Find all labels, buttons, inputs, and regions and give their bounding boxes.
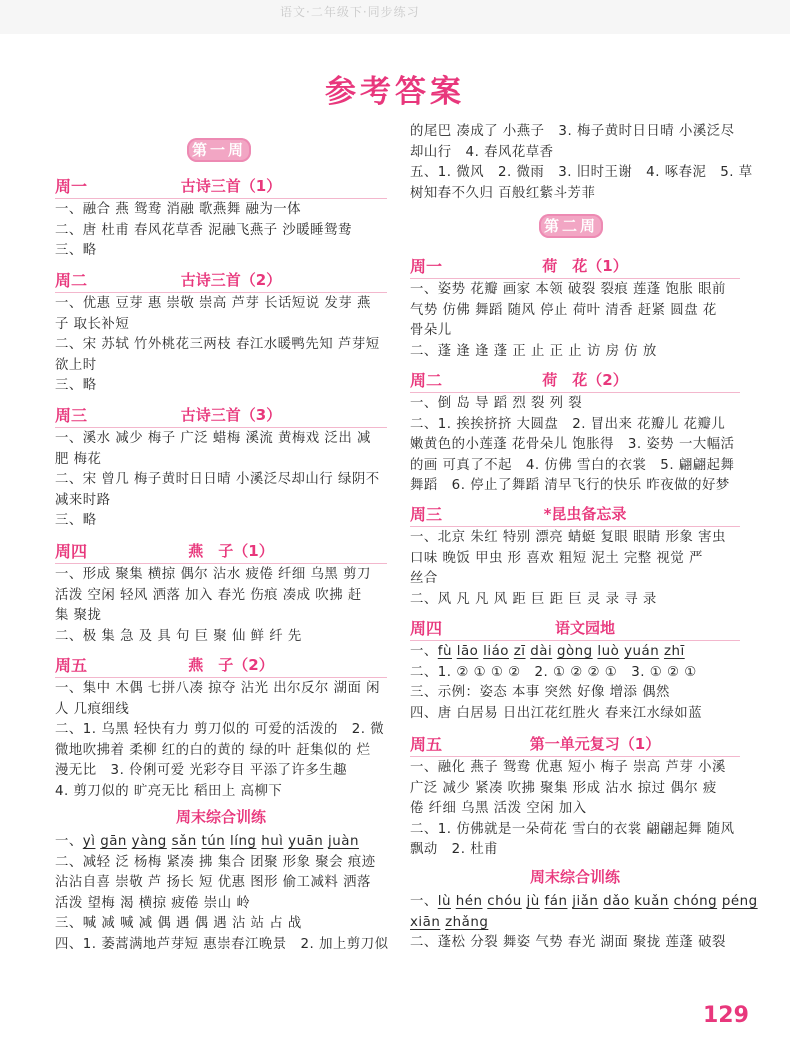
- section-day: 周二: [410, 370, 443, 390]
- section-title: *昆虫备忘录: [543, 504, 627, 523]
- answer-line: 二、宋 曾几 梅子黄时日日晴 小溪泛尽却山行 绿阴不: [55, 472, 380, 488]
- section-header: [410, 366, 740, 393]
- answer-line: 嫩黄色的小莲蓬 花骨朵儿 饱胀得 3. 姿势 一大幅活: [410, 437, 735, 453]
- pinyin: péng: [721, 894, 758, 909]
- answer-line: 一、姿势 花瓣 画家 本领 破裂 裂痕 莲蓬 饱胀 眼前: [410, 282, 726, 297]
- answer-line: 丝合: [410, 571, 438, 587]
- answer-line: 二、风 凡 凡 风 距 巨 距 巨 灵 录 寻 录: [410, 591, 657, 607]
- pinyin: zhǎng: [445, 914, 489, 930]
- answer-line: 二、宋 苏轼 竹外桃花三两枝 春江水暖鸭先知 芦芽短: [55, 337, 380, 353]
- answer-line: 的画 可真了不起 4. 仿佛 雪白的衣裳 5. 翩翩起舞: [410, 457, 735, 473]
- pinyin: lāo: [456, 644, 479, 659]
- section-title: 古诗三首（1）: [180, 176, 282, 195]
- answer-block: [55, 429, 387, 532]
- answer-block: [410, 758, 740, 861]
- answer-line: 气势 仿佛 舞蹈 随风 停止 荷叶 清香 赶紧 圆盘 花: [410, 302, 717, 318]
- answer-line: 三、略: [55, 378, 97, 394]
- answer-line: 二、1. 仿佛就是一朵荷花 雪白的衣裳 翩翩起舞 随风: [410, 821, 735, 837]
- pinyin-line: [410, 913, 740, 934]
- answer-line: 二、极 集 急 及 具 句 巨 聚 仙 鲜 纤 先: [55, 628, 302, 644]
- section-title: 古诗三首（2）: [180, 270, 282, 289]
- pinyin: xiān: [410, 914, 441, 930]
- answer-line: 一、优惠 豆芽 惠 崇敬 崇高 芦芽 长话短说 发芽 燕: [55, 296, 371, 311]
- answer-block: [410, 122, 753, 204]
- answer-block: [410, 642, 740, 724]
- answer-line: 人 几痕细线: [55, 701, 130, 717]
- pinyin: liáo: [483, 644, 509, 659]
- answer-line: 倦 纤细 乌黑 活泼 空闲 加入: [410, 801, 587, 817]
- week-one-badge: 第一周: [187, 138, 251, 162]
- answer-block: [410, 892, 758, 954]
- answer-line: 飘动 2. 杜甫: [410, 842, 498, 858]
- section-title: 燕 子（1）: [188, 541, 274, 560]
- answer-line: 二、蓬松 分裂 舞姿 气势 春光 湖面 聚拢 莲蓬 破裂: [410, 935, 726, 951]
- answer-line: 四、1. 萎蒿满地芦芽短 惠崇春江晚景 2. 加上剪刀似: [55, 936, 389, 952]
- section-header: [55, 266, 387, 293]
- answer-line: 4. 剪刀似的 旷亮无比 稻田上 高柳下: [55, 783, 283, 799]
- section-day: 周五: [55, 655, 88, 675]
- top-band: [0, 0, 790, 34]
- pinyin: tún: [201, 834, 226, 849]
- section-day: 周一: [410, 256, 443, 276]
- answer-block: [55, 565, 387, 647]
- pinyin-line: 一、yì gān yàng sǎn tún líng huì yuān juàn: [55, 834, 359, 849]
- section-header: [410, 614, 740, 641]
- answer-line: 一、形成 聚集 横掠 偶尔 沾水 疲倦 纤细 乌黑 剪刀: [55, 567, 371, 582]
- section-day: 周三: [55, 405, 88, 425]
- pinyin: luò: [597, 644, 620, 659]
- pinyin: chóng: [673, 894, 718, 909]
- section-header: [55, 651, 387, 678]
- pinyin: dài: [530, 644, 553, 659]
- answer-line: 肥 梅花: [55, 451, 102, 467]
- answer-block: [55, 200, 387, 262]
- section-header: [55, 537, 387, 564]
- section-title: 古诗三首（3）: [180, 405, 282, 424]
- section-day: 周一: [55, 176, 88, 196]
- answer-line: 子 取长补短: [55, 316, 130, 332]
- section-header: [410, 500, 740, 527]
- answer-line: 三、示例：姿态 本事 突然 好像 增添 偶然: [410, 685, 670, 701]
- answer-line: 二、1. ② ① ① ② 2. ① ② ② ① 3. ① ② ①: [410, 664, 697, 680]
- answer-line: 四、唐 白居易 日出江花红胜火 春来江水绿如蓝: [410, 705, 703, 721]
- answer-line: 微地吹拂着 柔柳 红的白的黄的 绿的叶 赶集似的 烂: [55, 742, 371, 758]
- answer-line: 一、北京 朱红 特别 漂亮 蜻蜓 复眼 眼睛 形象 害虫: [410, 530, 726, 545]
- section-day: 周二: [55, 270, 88, 290]
- answer-line: 一、集中 木偶 七拼八凑 掠夺 沾光 出尔反尔 湖面 闲: [55, 681, 380, 696]
- pinyin-line: 一、fù lāo liáo zī dài gòng luò yuán zhī: [410, 644, 685, 659]
- pinyin-line: 一、lù hén chóu jù fán jiǎn dǎo kuǎn chóng péng: [410, 894, 758, 909]
- section-header: [410, 252, 740, 279]
- section-title: 荷 花（1）: [542, 256, 628, 275]
- answer-line: 二、1. 乌黑 轻快有力 剪刀似的 可爱的活泼的 2. 微: [55, 722, 385, 738]
- pinyin: chóu: [487, 894, 522, 909]
- answer-line: 骨朵儿: [410, 323, 452, 339]
- answer-line: 树知春不久归 百般红紫斗芳菲: [410, 185, 596, 201]
- answer-line: 一、溪水 减少 梅子 广泛 蜡梅 溪流 黄梅戏 泛出 减: [55, 431, 371, 446]
- answer-line: 漫无比 3. 伶俐可爱 光彩夺目 平添了许多生趣: [55, 763, 347, 779]
- answer-block: [55, 832, 387, 956]
- section-title: 第一单元复习（1）: [529, 734, 661, 753]
- pinyin: hén: [455, 894, 483, 909]
- answer-line: 五、1. 微风 2. 微雨 3. 旧时王谢 4. 啄春泥 5. 草: [410, 165, 753, 181]
- weekend-title: 周末综合训练: [175, 808, 266, 826]
- section-header: [55, 172, 387, 199]
- section-day: 周四: [410, 618, 443, 638]
- answer-line: 口味 晚饭 甲虫 形 喜欢 粗短 泥土 完整 视觉 严: [410, 550, 703, 566]
- answer-line: 却山行 4. 春风花草香: [410, 144, 554, 160]
- answer-line: 活泼 望梅 渴 横掠 疲倦 崇山 岭: [55, 895, 251, 911]
- answer-line: 三、喊 减 喊 减 偶 遇 偶 遇 沾 站 占 战: [55, 916, 302, 932]
- section-day: 周三: [410, 504, 443, 524]
- pinyin: juàn: [328, 834, 359, 849]
- pinyin: gān: [100, 834, 127, 849]
- pinyin: fù: [437, 644, 452, 659]
- pinyin: yì: [82, 834, 96, 849]
- pinyin: fán: [544, 894, 568, 909]
- answer-line: 二、唐 杜甫 春风花草香 泥融飞燕子 沙暖睡鸳鸯: [55, 222, 352, 238]
- answer-line: 一、融化 燕子 鸳鸯 优惠 短小 梅子 崇高 芦芽 小溪: [410, 760, 726, 775]
- answer-block: [55, 294, 387, 397]
- page-title: 参考答案: [325, 74, 465, 110]
- answer-line: 二、蓬 逢 逢 蓬 正 止 正 止 访 房 仿 放: [410, 343, 657, 359]
- pinyin: lù: [437, 894, 451, 909]
- pinyin: yuán: [624, 644, 660, 659]
- page-number: 129: [703, 1003, 749, 1028]
- answer-block: [410, 280, 740, 362]
- answer-line: 广泛 减少 紧凑 吹拂 聚集 形成 沾水 掠过 偶尔 疲: [410, 780, 717, 796]
- section-day: 周五: [410, 734, 443, 754]
- section-title: 荷 花（2）: [542, 370, 628, 389]
- answer-line: 欲上时: [55, 357, 97, 373]
- pinyin: zhī: [663, 644, 685, 659]
- answer-block: [410, 394, 740, 497]
- pinyin: sǎn: [171, 834, 197, 849]
- pinyin: yuān: [288, 834, 324, 849]
- answer-line: 舞蹈 6. 停止了舞蹈 清早飞行的快乐 昨夜做的好梦: [410, 478, 730, 494]
- answer-line: 减来时路: [55, 492, 111, 508]
- pinyin: gòng: [556, 644, 593, 659]
- section-header: [410, 730, 740, 757]
- pinyin: jù: [526, 894, 540, 909]
- section-title: 燕 子（2）: [188, 655, 274, 674]
- pinyin: líng: [230, 834, 257, 849]
- pinyin: yàng: [131, 834, 167, 849]
- pinyin: zī: [513, 644, 526, 659]
- answer-block: [410, 528, 740, 610]
- section-title: 语文园地: [554, 618, 615, 637]
- pinyin: jiǎn: [572, 894, 599, 909]
- answer-line: 的尾巴 凑成了 小燕子 3. 梅子黄时日日晴 小溪泛尽: [410, 124, 735, 139]
- answer-line: 一、倒 岛 导 蹈 烈 裂 列 裂: [410, 396, 583, 411]
- pinyin: huì: [261, 834, 284, 849]
- section-day: 周四: [55, 541, 88, 561]
- answer-line: 二、1. 挨挨挤挤 大圆盘 2. 冒出来 花瓣儿 花瓣儿: [410, 416, 726, 432]
- weekend-title: 周末综合训练: [529, 868, 620, 886]
- answer-line: 三、略: [55, 513, 97, 529]
- faint-header-text: 语文·二年级下·同步练习: [280, 5, 420, 19]
- answer-line: 一、融合 燕 鸳鸯 消融 歌燕舞 融为一体: [55, 202, 302, 217]
- answer-block: [55, 679, 387, 803]
- week-two-badge: 第二周: [539, 214, 603, 238]
- answer-line: 活泼 空闲 轻风 洒落 加入 春光 伤痕 凑成 吹拂 赶: [55, 587, 362, 603]
- answer-line: 沾沾自喜 崇敬 芦 扬长 短 优惠 图形 偷工减料 洒落: [55, 875, 371, 891]
- answer-line: 集 聚拢: [55, 608, 102, 624]
- answer-line: 二、减轻 泛 杨梅 紧凑 拂 集合 团聚 形象 聚会 痕迹: [55, 854, 376, 870]
- answer-line: 三、略: [55, 243, 97, 259]
- section-header: [55, 401, 387, 428]
- pinyin: kuǎn: [634, 894, 669, 909]
- pinyin: dǎo: [603, 894, 630, 909]
